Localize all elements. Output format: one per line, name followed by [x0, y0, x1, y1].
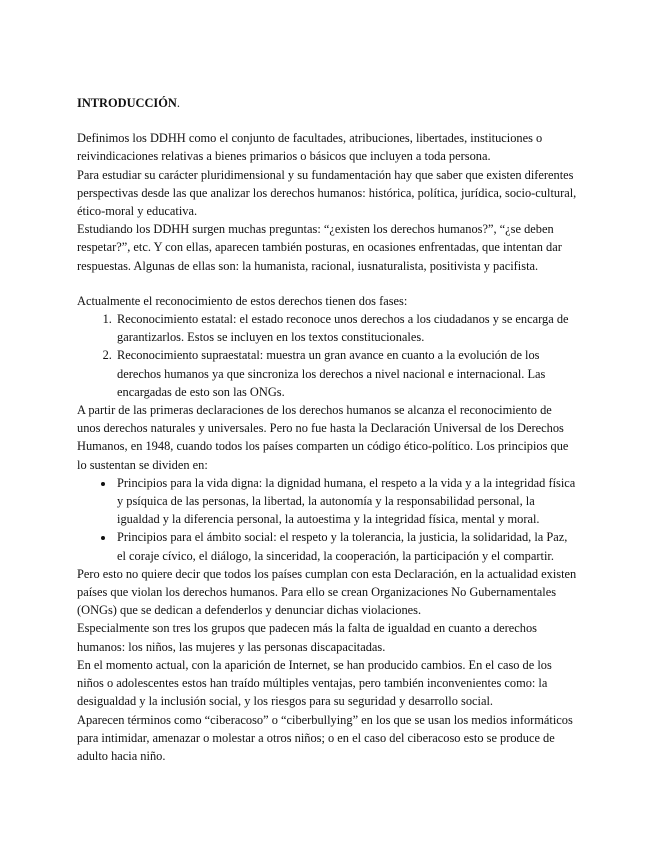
document-title — [77, 94, 577, 112]
title-period: . — [176, 96, 180, 110]
principle-item: • Principios para el ámbito social: el respeto y la tolerancia, la justicia, la solidaridad, la Paz, el coraje cívico, el diálogo, la sinceridad, la cooperación, la participación y el compartir. — [115, 528, 577, 564]
principles-list — [77, 474, 577, 565]
intro-paragraph: Estudiando los DDHH surgen muchas preguntas: “¿existen los derechos humanos?”, “¿se deben respetar?”, etc. Y con ellas, aparecen también posturas, en ocasiones enfrentadas, que intentan dar respuestas. Algunas de ellas son: la humanista, racional, iusnaturalista, positivista y pacifista. — [77, 222, 562, 273]
closing-paragraph: Especialmente son tres los grupos que padecen más la falta de igualdad en cuanto a derechos humanos: los niños, las mujeres y las personas discapacitadas. — [77, 621, 538, 654]
principles-intro: A partir de las primeras declaraciones de los derechos humanos se alcanza el reconocimiento de unos derechos naturales y universales. Pero no fue hasta la Declaración Universal de los Derechos Humanos, en 1948, cuando todos los países comparten un código ético-político. Los principios que lo sustentan se dividen en: — [77, 403, 569, 472]
title-text: INTRODUCCIÓN — [77, 96, 177, 110]
closing-paragraph: En el momento actual, con la aparición de Internet, se han producido cambios. En el caso de los niños o adolescentes estos han traído múltiples ventajas, pero también inconvenientes como: la desigualdad y la inclusión social, y los riesgos para su seguridad y desarrollo social. — [77, 657, 552, 709]
phase-item: 1. Reconocimiento estatal: el estado reconoce unos derechos a los ciudadanos y se encarga de garantizarlos. Estos se incluyen en los textos constitucionales. — [115, 310, 577, 346]
closing-paragraph: Aparecen términos como “ciberacoso” o “ciberbullying” en los que se usan los medios informáticos para intimidar, amenazar o molestar a otros niños; o en el caso del ciberacoso esto se produce de adulto hacia niño. — [77, 712, 573, 763]
intro-paragraph: Para estudiar su carácter pluridimensional y su fundamentación hay que saber que existen diferentes perspectivas desde las que analizar los derechos humanos: histórica, política, jurídica, socio-cultural, ético-moral y educativa. — [77, 167, 577, 219]
intro-paragraph: Definimos los DDHH como el conjunto de facultades, atribuciones, libertades, instituciones o reivindicaciones relativas a bienes primarios o básicos que incluyen a toda persona. — [77, 131, 543, 164]
phases-intro: Actualmente el reconocimiento de estos derechos tienen dos fases: — [77, 293, 408, 308]
phase-item: 2. Reconocimiento supraestatal: muestra un gran avance en cuanto a la evolución de los derechos humanos ya que sincroniza los derechos a nivel nacional e internacional. Las encargadas de esto son las ONGs. — [115, 346, 577, 401]
paragraph-spacer — [77, 275, 577, 292]
closing-paragraph: Pero esto no quiere decir que todos los países cumplan con esta Declaración, en la actualidad existen países que violan los derechos humanos. Para ello se crean Organizaciones No Gubernamentales (ONGs) que se dedican a defenderlos y denunciar dichas violaciones. — [77, 566, 577, 618]
phases-list — [77, 310, 577, 401]
principle-item: • Principios para la vida digna: la dignidad humana, el respeto a la vida y a la integridad física y psíquica de las personas, la libertad, la autonomía y la responsabilidad personal, la igualdad y la diferencia personal, la autoestima y la integridad física, mental y moral. — [115, 474, 577, 529]
document-page — [77, 94, 577, 765]
